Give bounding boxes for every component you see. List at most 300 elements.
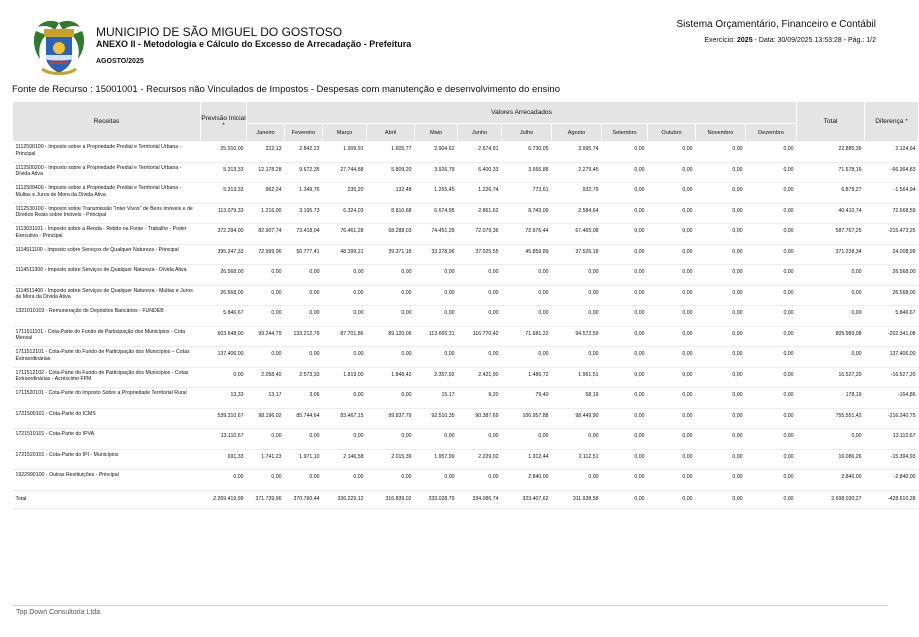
monthly-collected-value: 0,00 xyxy=(247,285,285,306)
monthly-collected-value: 0,00 xyxy=(502,429,552,450)
monthly-collected-value: 99.837,79 xyxy=(367,408,415,429)
col-header-month: Novembro xyxy=(696,124,746,142)
monthly-collected-value: 37.025,55 xyxy=(458,244,502,265)
monthly-collected-value: 67.465,08 xyxy=(552,224,602,245)
monthly-collected-value: 6.400,33 xyxy=(458,162,502,183)
monthly-collected-value: 3.926,79 xyxy=(415,162,458,183)
monthly-collected-value: 0,00 xyxy=(602,162,648,183)
monthly-collected-value: 1.909,91 xyxy=(323,142,367,163)
monthly-collected-value: 2.421,90 xyxy=(458,367,502,388)
monthly-collected-value: 1.265,45 xyxy=(415,183,458,204)
report-header xyxy=(0,0,900,90)
monthly-collected-value: 98.449,90 xyxy=(552,408,602,429)
monthly-collected-value: 0,00 xyxy=(458,306,502,327)
initial-forecast-value: 539.310,67 xyxy=(201,408,247,429)
monthly-collected-value: 0,00 xyxy=(323,347,367,368)
monthly-collected-value: 0,00 xyxy=(746,224,797,245)
total-value: 71.678,16 xyxy=(797,162,865,183)
monthly-collected-value: 0,00 xyxy=(458,347,502,368)
monthly-collected-value: 0,00 xyxy=(746,408,797,429)
difference-value: 26.568,00 xyxy=(865,265,919,286)
revenue-description: 1711512101 - Cota-Parte do Fundo de Participação dos Municípios – Cotas Extraordinárias xyxy=(13,347,201,368)
difference-value: -66.364,83 xyxy=(865,162,919,183)
monthly-collected-value: 0,00 xyxy=(696,183,746,204)
monthly-collected-value: 82.907,74 xyxy=(247,224,285,245)
monthly-collected-value: 1.605,77 xyxy=(367,142,415,163)
monthly-collected-value: 0,00 xyxy=(502,306,552,327)
revenue-description: 1721500101 - Cota-Parte do ICMS xyxy=(13,408,201,429)
monthly-collected-value: 0,00 xyxy=(247,429,285,450)
monthly-collected-value: 0,00 xyxy=(552,265,602,286)
total-value: 0,00 xyxy=(797,347,865,368)
table-row xyxy=(13,162,919,183)
monthly-collected-value: 0,00 xyxy=(746,367,797,388)
monthly-collected-value: 0,00 xyxy=(648,408,696,429)
monthly-collected-value: 0,00 xyxy=(285,429,323,450)
monthly-collected-value: 336.229,12 xyxy=(323,490,367,508)
monthly-collected-value: 0,00 xyxy=(285,347,323,368)
difference-value: 2.124,64 xyxy=(865,142,919,163)
monthly-collected-value: 76.461,28 xyxy=(323,224,367,245)
exercise-label: Exercício: xyxy=(704,37,736,44)
monthly-collected-value: 27.744,88 xyxy=(323,162,367,183)
monthly-collected-value: 33.278,96 xyxy=(415,244,458,265)
monthly-collected-value: 133.212,79 xyxy=(285,326,323,347)
col-header-month: Outubro xyxy=(648,124,696,142)
monthly-collected-value: 74.451,28 xyxy=(415,224,458,245)
initial-forecast-value: 113.079,33 xyxy=(201,203,247,224)
monthly-collected-value: 0,00 xyxy=(696,367,746,388)
table-row xyxy=(13,142,919,163)
monthly-collected-value: 90.387,69 xyxy=(458,408,502,429)
monthly-collected-value: 98.196,02 xyxy=(247,408,285,429)
monthly-collected-value: 48.399,21 xyxy=(323,244,367,265)
initial-forecast-value: 25.010,00 xyxy=(201,142,247,163)
difference-value: -16.527,20 xyxy=(865,367,919,388)
monthly-collected-value: 0,00 xyxy=(696,162,746,183)
monthly-collected-value: 9,20 xyxy=(458,388,502,409)
total-value: 0,00 xyxy=(797,265,865,286)
revenue-description: 1112500400 - Imposto sobre a Propriedade Predial e Territorial Urbana - Multas e Juros de Mora da Dívida Ativa xyxy=(13,183,201,204)
monthly-collected-value: 0,00 xyxy=(746,265,797,286)
table-row xyxy=(13,224,919,245)
difference-value: -15.394,93 xyxy=(865,449,919,470)
monthly-collected-value: 9.672,35 xyxy=(285,162,323,183)
table-row xyxy=(13,326,919,347)
revenue-description: 1114511400 - Imposto sobre Serviços de Qualquer Natureza - Multas e Juros de Mora da Dívida Ativa xyxy=(13,285,201,306)
col-header-previsao: Previsão Inicial * xyxy=(201,102,247,142)
monthly-collected-value: 83.467,15 xyxy=(323,408,367,429)
monthly-collected-value: 0,00 xyxy=(746,142,797,163)
monthly-collected-value: 0,00 xyxy=(247,347,285,368)
monthly-collected-value: 1.741,23 xyxy=(247,449,285,470)
monthly-collected-value: 0,00 xyxy=(458,265,502,286)
monthly-collected-value: 0,00 xyxy=(367,429,415,450)
revenue-description: 1114511100 - Imposto sobre Serviços de Qualquer Natureza - Principal xyxy=(13,244,201,265)
monthly-collected-value: 2.674,91 xyxy=(458,142,502,163)
monthly-collected-value: 0,00 xyxy=(552,470,602,491)
table-row xyxy=(13,183,919,204)
revenue-description: 1711512102 - Cota-Parte do Fundo de Participação dos Municípios - Cotas Extraordinárias - Acréscimo FPM xyxy=(13,367,201,388)
col-header-month: Agosto xyxy=(552,124,602,142)
monthly-collected-value: 72.079,36 xyxy=(458,224,502,245)
monthly-collected-value: 68.288,03 xyxy=(367,224,415,245)
monthly-collected-value: 0,00 xyxy=(285,306,323,327)
monthly-collected-value: 2.904,62 xyxy=(415,142,458,163)
monthly-collected-value: 2.584,64 xyxy=(552,203,602,224)
report-title: ANEXO II - Metodologia e Cálculo do Excesso de Arrecadação - Prefeitura xyxy=(96,39,412,49)
total-value: 22.885,36 xyxy=(797,142,865,163)
monthly-collected-value: 0,00 xyxy=(602,408,648,429)
monthly-collected-value: 13,17 xyxy=(247,388,285,409)
revenue-description: 1721520101 - Cota-Parte do IPI - Municípios xyxy=(13,449,201,470)
total-value: 371.238,34 xyxy=(797,244,865,265)
col-header-month: Abril xyxy=(367,124,415,142)
monthly-collected-value: 0,00 xyxy=(746,285,797,306)
monthly-collected-value: 0,00 xyxy=(648,490,696,508)
monthly-collected-value: 0,00 xyxy=(696,429,746,450)
monthly-collected-value: 0,00 xyxy=(602,203,648,224)
total-value: 0,00 xyxy=(797,285,865,306)
monthly-collected-value: 0,00 xyxy=(696,449,746,470)
monthly-collected-value: 0,00 xyxy=(552,347,602,368)
monthly-collected-value: 92.510,35 xyxy=(415,408,458,429)
monthly-collected-value: 334.086,74 xyxy=(458,490,502,508)
initial-forecast-value: 5.313,33 xyxy=(201,162,247,183)
monthly-collected-value: 0,00 xyxy=(602,449,648,470)
monthly-collected-value: 2.279,45 xyxy=(552,162,602,183)
col-header-month: Março xyxy=(323,124,367,142)
monthly-collected-value: 1.848,42 xyxy=(367,367,415,388)
monthly-collected-value: 72.676,44 xyxy=(502,224,552,245)
col-header-month: Setembro xyxy=(602,124,648,142)
monthly-collected-value: 0,00 xyxy=(602,244,648,265)
monthly-collected-value: 0,00 xyxy=(367,470,415,491)
monthly-collected-value: 222,13 xyxy=(247,142,285,163)
table-row xyxy=(13,449,919,470)
monthly-collected-value: 6.730,05 xyxy=(502,142,552,163)
table-row xyxy=(13,244,919,265)
total-value: 805.989,08 xyxy=(797,326,865,347)
monthly-collected-value: 0,00 xyxy=(367,285,415,306)
monthly-collected-value: 0,00 xyxy=(415,347,458,368)
monthly-collected-value: 85.744,64 xyxy=(285,408,323,429)
monthly-collected-value: 0,00 xyxy=(648,347,696,368)
monthly-collected-value: 72.999,96 xyxy=(247,244,285,265)
difference-value: -216.240,75 xyxy=(865,408,919,429)
monthly-collected-value: 0,00 xyxy=(415,470,458,491)
initial-forecast-value: 0,00 xyxy=(201,470,247,491)
initial-forecast-value: 395.247,33 xyxy=(201,244,247,265)
monthly-collected-value: 0,00 xyxy=(602,285,648,306)
difference-value: -202.341,08 xyxy=(865,326,919,347)
monthly-collected-value: 5.809,20 xyxy=(367,162,415,183)
monthly-collected-value: 0,00 xyxy=(648,224,696,245)
monthly-collected-value: 1.957,99 xyxy=(415,449,458,470)
monthly-collected-value: 235,20 xyxy=(323,183,367,204)
monthly-collected-value: 3.995,74 xyxy=(552,142,602,163)
table-row xyxy=(13,470,919,491)
difference-value: -1.564,94 xyxy=(865,183,919,204)
total-value: 6.878,27 xyxy=(797,183,865,204)
difference-value: 137.406,00 xyxy=(865,347,919,368)
table-row xyxy=(13,203,919,224)
generation-date: - Data: 30/09/2025 13:53:28 - xyxy=(754,37,847,44)
revenue-description: 1721510101 - Cota-Parte do IPVA xyxy=(13,429,201,450)
monthly-collected-value: 1.216,00 xyxy=(247,203,285,224)
revenue-description: 1113031101 - Imposto sobre a Renda - Retido na Fonte - Trabalho - Poder Executivo - Principal xyxy=(13,224,201,245)
initial-forecast-value: 137.406,00 xyxy=(201,347,247,368)
monthly-collected-value: 0,00 xyxy=(602,388,648,409)
monthly-collected-value: 0,00 xyxy=(502,285,552,306)
report-metadata xyxy=(704,37,876,44)
monthly-collected-value: 0,00 xyxy=(648,470,696,491)
monthly-collected-value: 333.028,79 xyxy=(415,490,458,508)
monthly-collected-value: 3,06 xyxy=(285,388,323,409)
monthly-collected-value: 0,00 xyxy=(602,490,648,508)
monthly-collected-value: 0,00 xyxy=(746,449,797,470)
monthly-collected-value: 8.743,09 xyxy=(502,203,552,224)
initial-forecast-value: 0,00 xyxy=(201,367,247,388)
system-name: Sistema Orçamentário, Financeiro e Contábil xyxy=(676,19,876,30)
monthly-collected-value: 0,00 xyxy=(285,470,323,491)
monthly-collected-value: 0,00 xyxy=(746,429,797,450)
monthly-collected-value: 0,00 xyxy=(696,326,746,347)
col-header-receitas: Receitas xyxy=(13,102,201,142)
monthly-collected-value: 6.674,95 xyxy=(415,203,458,224)
monthly-collected-value: 37.526,18 xyxy=(552,244,602,265)
monthly-collected-value: 773,61 xyxy=(502,183,552,204)
monthly-collected-value: 0,00 xyxy=(602,347,648,368)
total-value: 40.410,74 xyxy=(797,203,865,224)
monthly-collected-value: 99.244,79 xyxy=(247,326,285,347)
initial-forecast-value: 26.568,00 xyxy=(201,265,247,286)
revenue-description: 1922990100 - Outras Restituições - Principal xyxy=(13,470,201,491)
difference-value: -2.840,00 xyxy=(865,470,919,491)
monthly-collected-value: 0,00 xyxy=(648,285,696,306)
monthly-collected-value: 2.840,00 xyxy=(502,470,552,491)
monthly-collected-value: 0,00 xyxy=(696,203,746,224)
monthly-collected-value: 1.486,72 xyxy=(502,367,552,388)
monthly-collected-value: 0,00 xyxy=(602,142,648,163)
monthly-collected-value: 0,00 xyxy=(323,429,367,450)
monthly-collected-value: 87.701,86 xyxy=(323,326,367,347)
monthly-collected-value: 0,00 xyxy=(696,347,746,368)
monthly-collected-value: 0,00 xyxy=(415,285,458,306)
monthly-collected-value: 0,00 xyxy=(502,265,552,286)
monthly-collected-value: 0,00 xyxy=(648,265,696,286)
monthly-collected-value: 962,24 xyxy=(247,183,285,204)
monthly-collected-value: 39.371,18 xyxy=(367,244,415,265)
report-period: AGOSTO/2025 xyxy=(96,58,144,65)
initial-forecast-value: 372.294,00 xyxy=(201,224,247,245)
monthly-collected-value: 2.842,23 xyxy=(285,142,323,163)
monthly-collected-value: 370.760,44 xyxy=(285,490,323,508)
initial-forecast-value: 26.568,00 xyxy=(201,285,247,306)
total-value: 0,00 xyxy=(797,306,865,327)
monthly-collected-value: 0,00 xyxy=(415,306,458,327)
monthly-collected-value: 1.819,00 xyxy=(323,367,367,388)
monthly-collected-value: 2.146,58 xyxy=(323,449,367,470)
monthly-collected-value: 0,00 xyxy=(648,326,696,347)
monthly-collected-value: 0,00 xyxy=(415,429,458,450)
monthly-collected-value: 116.770,42 xyxy=(458,326,502,347)
monthly-collected-value: 0,00 xyxy=(458,285,502,306)
monthly-collected-value: 79,40 xyxy=(502,388,552,409)
difference-value: -164,86 xyxy=(865,388,919,409)
monthly-collected-value: 371.739,96 xyxy=(247,490,285,508)
monthly-collected-value: 106.957,88 xyxy=(502,408,552,429)
col-header-total: Total xyxy=(797,102,865,142)
monthly-collected-value: 0,00 xyxy=(696,265,746,286)
monthly-collected-value: 3.195,73 xyxy=(285,203,323,224)
monthly-collected-value: 932,79 xyxy=(552,183,602,204)
monthly-collected-value: 0,00 xyxy=(696,142,746,163)
monthly-collected-value: 0,00 xyxy=(367,265,415,286)
difference-value: -428.610,28 xyxy=(865,490,919,508)
total-value: 178,19 xyxy=(797,388,865,409)
monthly-collected-value: 0,00 xyxy=(602,306,648,327)
monthly-collected-value: 0,00 xyxy=(247,306,285,327)
monthly-collected-value: 8.810,68 xyxy=(367,203,415,224)
monthly-collected-value: 0,00 xyxy=(648,306,696,327)
monthly-collected-value: 0,00 xyxy=(746,162,797,183)
monthly-collected-value: 0,00 xyxy=(648,142,696,163)
monthly-collected-value: 1.912,44 xyxy=(502,449,552,470)
monthly-collected-value: 2.058,40 xyxy=(247,367,285,388)
col-header-month: Junho xyxy=(458,124,502,142)
initial-forecast-value: 2.269.419,99 xyxy=(201,490,247,508)
revenue-table-container xyxy=(12,101,916,509)
monthly-collected-value: 73.418,04 xyxy=(285,224,323,245)
monthly-collected-value: 0,00 xyxy=(648,183,696,204)
difference-value: 24.008,99 xyxy=(865,244,919,265)
monthly-collected-value: 0,00 xyxy=(746,347,797,368)
table-row xyxy=(13,429,919,450)
monthly-collected-value: 0,00 xyxy=(648,388,696,409)
table-row xyxy=(13,408,919,429)
monthly-collected-value: 0,00 xyxy=(696,244,746,265)
monthly-collected-value: 0,00 xyxy=(602,326,648,347)
initial-forecast-value: 5.846,67 xyxy=(201,306,247,327)
monthly-collected-value: 71.681,22 xyxy=(502,326,552,347)
col-header-month: Julho xyxy=(502,124,552,142)
difference-value: 72.668,59 xyxy=(865,203,919,224)
total-value: 2.698.030,27 xyxy=(797,490,865,508)
revenue-description: 1112500100 - Imposto sobre a Propriedade Predial e Territorial Urbana - Principal xyxy=(13,142,201,163)
monthly-collected-value: 89.120,06 xyxy=(367,326,415,347)
footer-company: Top Down Consultoria Ltda. xyxy=(16,609,102,616)
monthly-collected-value: 0,00 xyxy=(367,388,415,409)
monthly-collected-value: 0,00 xyxy=(323,285,367,306)
difference-value: 13.110,67 xyxy=(865,429,919,450)
total-value: 2.840,00 xyxy=(797,470,865,491)
monthly-collected-value: 0,00 xyxy=(458,470,502,491)
monthly-collected-value: 2.573,33 xyxy=(285,367,323,388)
monthly-collected-value: 0,00 xyxy=(552,429,602,450)
monthly-collected-value: 0,00 xyxy=(602,470,648,491)
revenue-table xyxy=(12,101,919,509)
table-row xyxy=(13,306,919,327)
initial-forecast-value: 691,33 xyxy=(201,449,247,470)
monthly-collected-value: 0,00 xyxy=(323,265,367,286)
table-row xyxy=(13,285,919,306)
monthly-collected-value: 58,19 xyxy=(552,388,602,409)
revenue-description: 1112530100 - Imposto sobre Transmissão "Inter Vivos" de Bens Imóveis e de Direitos Reais sobre Imóveis - Principal xyxy=(13,203,201,224)
monthly-collected-value: 0,00 xyxy=(746,203,797,224)
revenue-description: 1711511101 - Cota-Parte do Fundo de Participação dos Municípios - Cota Mensal xyxy=(13,326,201,347)
monthly-collected-value: 2.861,62 xyxy=(458,203,502,224)
monthly-collected-value: 0,00 xyxy=(746,306,797,327)
initial-forecast-value: 13,33 xyxy=(201,388,247,409)
organization-name: MUNICIPIO DE SÃO MIGUEL DO GOSTOSO xyxy=(96,25,343,39)
resource-source-title: Fonte de Recurso : 15001001 - Recursos não Vinculados de Impostos - Despesas com manutenção e desenvolvimento do ensino xyxy=(12,84,560,95)
monthly-collected-value: 0,00 xyxy=(696,306,746,327)
monthly-collected-value: 323.407,62 xyxy=(502,490,552,508)
monthly-collected-value: 0,00 xyxy=(552,285,602,306)
total-value: 0,00 xyxy=(797,429,865,450)
monthly-collected-value: 0,00 xyxy=(648,162,696,183)
monthly-collected-value: 0,00 xyxy=(323,306,367,327)
table-row xyxy=(13,367,919,388)
col-header-month: Maio xyxy=(415,124,458,142)
initial-forecast-value: 13.110,67 xyxy=(201,429,247,450)
total-value: 16.527,20 xyxy=(797,367,865,388)
monthly-collected-value: 2.015,39 xyxy=(367,449,415,470)
monthly-collected-value: 0,00 xyxy=(247,470,285,491)
monthly-collected-value: 0,00 xyxy=(696,224,746,245)
monthly-collected-value: 56.777,41 xyxy=(285,244,323,265)
monthly-collected-value: 0,00 xyxy=(696,490,746,508)
monthly-collected-value: 15,17 xyxy=(415,388,458,409)
municipal-coat-of-arms-logo xyxy=(28,17,90,79)
revenue-description: 1114511300 - Imposto sobre Serviços de Qualquer Natureza - Dívida Ativa xyxy=(13,265,201,286)
monthly-collected-value: 0,00 xyxy=(323,470,367,491)
monthly-collected-value: 0,00 xyxy=(285,285,323,306)
difference-value: -215.473,25 xyxy=(865,224,919,245)
monthly-collected-value: 0,00 xyxy=(552,306,602,327)
monthly-collected-value: 0,00 xyxy=(648,203,696,224)
table-row xyxy=(13,265,919,286)
col-header-month: Janeiro xyxy=(247,124,285,142)
monthly-collected-value: 1.971,10 xyxy=(285,449,323,470)
monthly-collected-value: 311.938,58 xyxy=(552,490,602,508)
monthly-collected-value: 316.839,02 xyxy=(367,490,415,508)
monthly-collected-value: 0,00 xyxy=(648,449,696,470)
total-value: 755.551,42 xyxy=(797,408,865,429)
monthly-collected-value: 2.229,02 xyxy=(458,449,502,470)
monthly-collected-value: 0,00 xyxy=(648,429,696,450)
monthly-collected-value: 0,00 xyxy=(746,183,797,204)
monthly-collected-value: 113.665,31 xyxy=(415,326,458,347)
total-value: 16.086,26 xyxy=(797,449,865,470)
monthly-collected-value: 0,00 xyxy=(696,388,746,409)
revenue-description: 1321010103 - Remuneração de Depósitos Bancários - FUNDEB xyxy=(13,306,201,327)
exercise-year: 2025 xyxy=(737,37,753,44)
monthly-collected-value: 45.859,89 xyxy=(502,244,552,265)
monthly-collected-value: 12.178,28 xyxy=(247,162,285,183)
monthly-collected-value: 0,00 xyxy=(602,367,648,388)
monthly-collected-value: 0,00 xyxy=(746,326,797,347)
monthly-collected-value: 0,00 xyxy=(696,470,746,491)
monthly-collected-value: 2.112,51 xyxy=(552,449,602,470)
table-total-row xyxy=(13,490,919,508)
monthly-collected-value: 0,00 xyxy=(502,347,552,368)
revenue-description: 1711520101 - Cota-Parte do Imposto Sobre a Propriedade Territorial Rural xyxy=(13,388,201,409)
monthly-collected-value: 0,00 xyxy=(602,265,648,286)
monthly-collected-value: 3.666,88 xyxy=(502,162,552,183)
monthly-collected-value: 0,00 xyxy=(285,265,323,286)
